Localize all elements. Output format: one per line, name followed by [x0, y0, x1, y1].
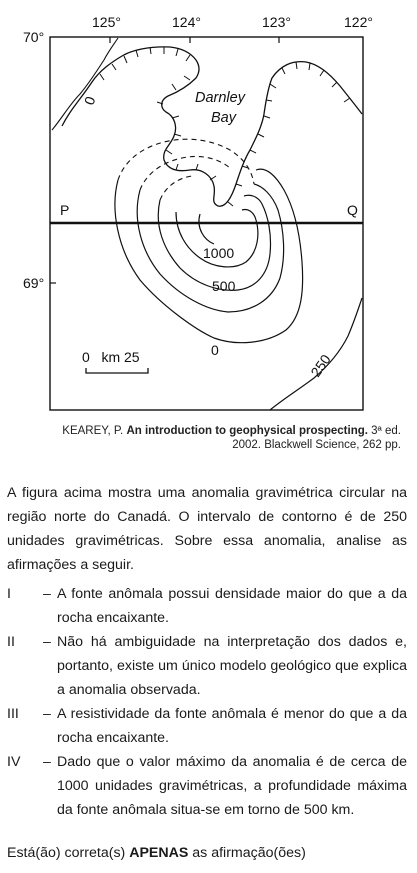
profile-start-label: P	[60, 202, 70, 218]
longitude-label: 124°	[172, 14, 201, 30]
latitude-label: 70°	[23, 29, 45, 45]
statement-text: Não há ambiguidade na interpretação dos dados e, portanto, existe um único modelo geológico que explica a anomalia observada.	[57, 634, 407, 698]
contour-label: 250	[307, 351, 334, 380]
statement-item	[7, 582, 407, 630]
caption-title: An introduction to geophysical prospecting.	[126, 425, 368, 437]
statement-dash: –	[43, 634, 51, 650]
latitude-label: 69°	[23, 275, 45, 291]
contour-label: 1000	[203, 245, 235, 261]
longitude-label: 123°	[262, 14, 291, 30]
scale-bar	[86, 368, 148, 373]
statement-number: III	[7, 706, 19, 722]
question-prefix: Está(ão) correta(s)	[7, 845, 130, 861]
scale-label: 0 km 25	[82, 349, 140, 365]
coast-hatching	[100, 47, 350, 206]
statement-text: A fonte anômala possui densidade maior do que a da rocha encaixante.	[57, 586, 407, 626]
question-emphasis: APENAS	[129, 845, 189, 861]
statement-item	[7, 630, 407, 702]
contour-label: 500	[212, 278, 236, 294]
statement-list	[7, 582, 407, 822]
statement-number: IV	[7, 754, 21, 770]
coastline	[62, 47, 362, 206]
bay-name: Bay	[211, 110, 236, 126]
longitude-label: 125°	[92, 14, 121, 30]
statement-number: I	[7, 586, 11, 602]
statement-dash: –	[43, 586, 51, 602]
statement-dash: –	[43, 706, 51, 722]
question-stem	[7, 843, 306, 863]
statement-text: Dado que o valor máximo da anomalia é de cerca de 1000 unidades gravimétricas, a profundidade máxima da fonte anômala situa-se em torno de 500 km.	[57, 754, 407, 818]
profile-end-label: Q	[347, 202, 358, 218]
gravity-anomaly-figure	[0, 0, 417, 420]
question-suffix: as afirmação(ões)	[188, 845, 306, 861]
longitude-label: 122°	[344, 14, 373, 30]
contour-label: 0	[211, 342, 219, 358]
statement-dash: –	[43, 754, 51, 770]
contour-label: 0	[80, 94, 99, 108]
statement-number: II	[7, 634, 15, 650]
statement-item	[7, 750, 407, 822]
anomaly-contours	[115, 169, 362, 410]
statement-item	[7, 702, 407, 750]
figure-caption	[21, 424, 401, 452]
caption-publisher: 2002. Blackwell Science, 262 pp.	[232, 439, 401, 451]
caption-author: KEAREY, P.	[62, 425, 124, 437]
bay-name: Darnley	[195, 90, 245, 106]
contour-0-north	[52, 38, 118, 130]
caption-edition: 3ª ed.	[371, 425, 401, 437]
intro-paragraph: A figura acima mostra uma anomalia gravimétrica circular na região norte do Canadá. O intervalo de contorno é de 250 unidades gravimétricas. Sobre essa anomalia, analise as afirmações a seguir.	[7, 485, 407, 573]
statement-text: A resistividade da fonte anômala é menor do que a da rocha encaixante.	[57, 706, 407, 746]
